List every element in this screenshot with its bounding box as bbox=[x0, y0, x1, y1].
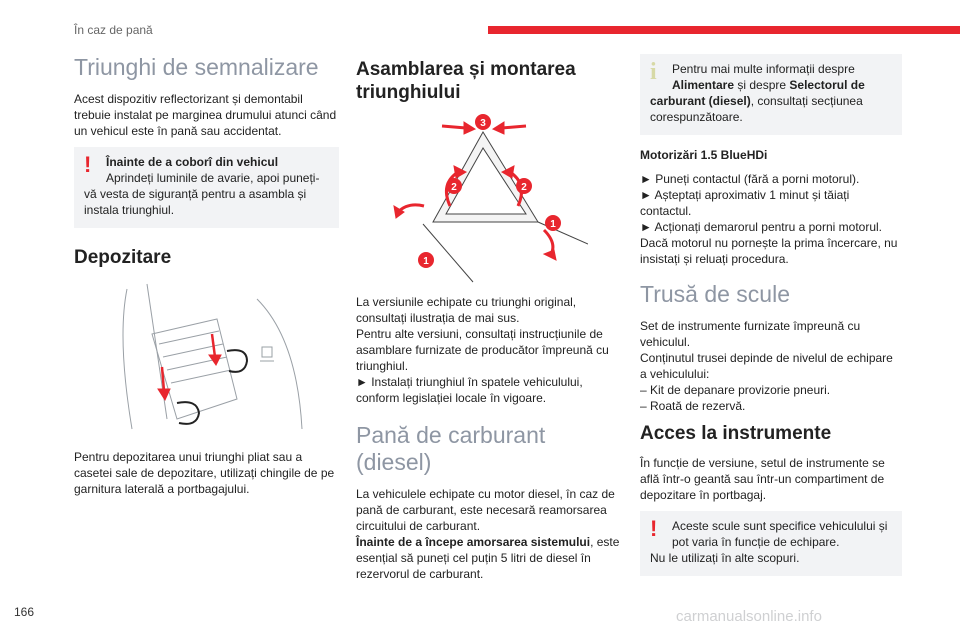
versions-text: La versiunile echipate cu triunghi original, consultați ilustrația de mai sus. Pentru alte versiuni, consultați instrucțiunile de asamblare furnizate de producător împreună cu triunghiul. ► Instalați triunghiul în spatele vehiculului, conform legislației locale în vigoare. bbox=[356, 295, 609, 405]
step-2: ► Așteptați aproximativ 1 minut și tăiați contactul. bbox=[640, 188, 850, 218]
column-middle bbox=[356, 54, 624, 590]
step-4: Dacă motorul nu pornește la prima încercare, nu insistați și reluați procedura. bbox=[640, 236, 898, 266]
step-1: ► Puneți contactul (fără a porni motorul). bbox=[640, 172, 860, 186]
badge-2-right: 2 bbox=[521, 182, 527, 193]
title-assembly: Asamblarea și montarea triunghiului bbox=[356, 59, 576, 103]
warning-bold: Înainte de a coborî din vehicul bbox=[106, 155, 279, 169]
tool-item-2: – Roată de rezervă. bbox=[640, 399, 746, 413]
storage-illustration bbox=[107, 279, 307, 439]
triangle-illustration bbox=[378, 114, 588, 284]
engine-steps bbox=[640, 171, 902, 267]
title-triangle: Triunghi de semnalizare bbox=[74, 54, 319, 80]
fuel-rest: , este esențial să puneți cel puțin 5 litri de diesel în rezervorul de carburant. bbox=[356, 535, 620, 581]
other-versions-text: Pentru alte versiuni, consultați instrucțiunile de asamblare furnizate de producător împreună cu triunghiul. bbox=[356, 327, 609, 373]
title-fuel: Pană de carburant (diesel) bbox=[356, 422, 546, 475]
header-accent-bar bbox=[488, 26, 960, 34]
badge-1-right: 1 bbox=[550, 219, 556, 230]
step-3: ► Acționați demarorul pentru a porni motorul. bbox=[640, 220, 882, 234]
column-right bbox=[640, 54, 902, 588]
title-tools: Trusă de scule bbox=[640, 281, 790, 307]
badge-3: 3 bbox=[480, 118, 486, 129]
triangle-description: Acest dispozitiv reflectorizant și demontabil trebuie instalat pe marginea drumului atunci când un vehicul este în pană sau accidentat. bbox=[74, 92, 337, 138]
section-header: În caz de pană bbox=[74, 23, 153, 37]
fuel-bold: Înainte de a începe amorsarea sistemului bbox=[356, 535, 591, 549]
install-step: ► Instalați triunghiul în spatele vehiculului, conform legislației locale în vigoare. bbox=[356, 375, 583, 405]
storage-description: Pentru depozitarea unui triunghi pliat sau a casetei sale de depozitare, utilizați chingile de pe garnitura laterală a portbagajului. bbox=[74, 450, 335, 496]
warning-box bbox=[74, 147, 339, 228]
badge-2-left: 2 bbox=[451, 182, 457, 193]
warning-icon: ! bbox=[84, 152, 92, 177]
info-box: i Pentru mai multe informații despre Alimentare și despre Selectorul de carburant (diesel), consultați secțiunea corespunzătoare. bbox=[640, 54, 902, 135]
info-icon: i bbox=[650, 59, 657, 85]
warning-tools-text: Aceste scule sunt specifice vehiculului și pot varia în funcție de echipare. bbox=[672, 519, 888, 549]
badge-1-left: 1 bbox=[423, 256, 429, 267]
tool-item-1: – Kit de depanare provizorie pneuri. bbox=[640, 383, 831, 397]
tools-text: Set de instrumente furnizate împreună cu vehiculul. Conținutul trusei depinde de nivelul de echipare a vehiculului: – Kit de depanare provizorie pneuri. – Roată de rezervă. bbox=[640, 319, 893, 413]
title-storage: Depozitare bbox=[74, 247, 172, 268]
warning-icon-tools: ! bbox=[650, 516, 658, 541]
access-text: În funcție de versiune, setul de instrumente se află într-o geantă sau într-un compartiment de depozitare în portbagaj. bbox=[640, 456, 885, 502]
warning-tools-tail: Nu le utilizați în alte scopuri. bbox=[650, 551, 800, 565]
fuel-text: La vehiculele echipate cu motor diesel, în caz de pană de carburant, este necesară reamorsarea circuitului de carburant. Înainte de a începe amorsarea sistemului, este esențial să puneți cel puțin 5 litri de diesel în rezervorul de carburant. bbox=[356, 487, 620, 581]
title-access: Acces la instrumente bbox=[640, 423, 832, 444]
warning-box-tools bbox=[640, 511, 902, 576]
watermark: carmanualsonline.info bbox=[676, 608, 822, 625]
engine-title: Motorizări 1.5 BlueHDi bbox=[640, 148, 768, 162]
page-number: 166 bbox=[14, 605, 35, 619]
column-left bbox=[74, 54, 339, 505]
warning-text: Aprindeți luminile de avarie, apoi puneți-vă vesta de siguranță pentru a asambla și instala triunghiul. bbox=[84, 171, 320, 217]
